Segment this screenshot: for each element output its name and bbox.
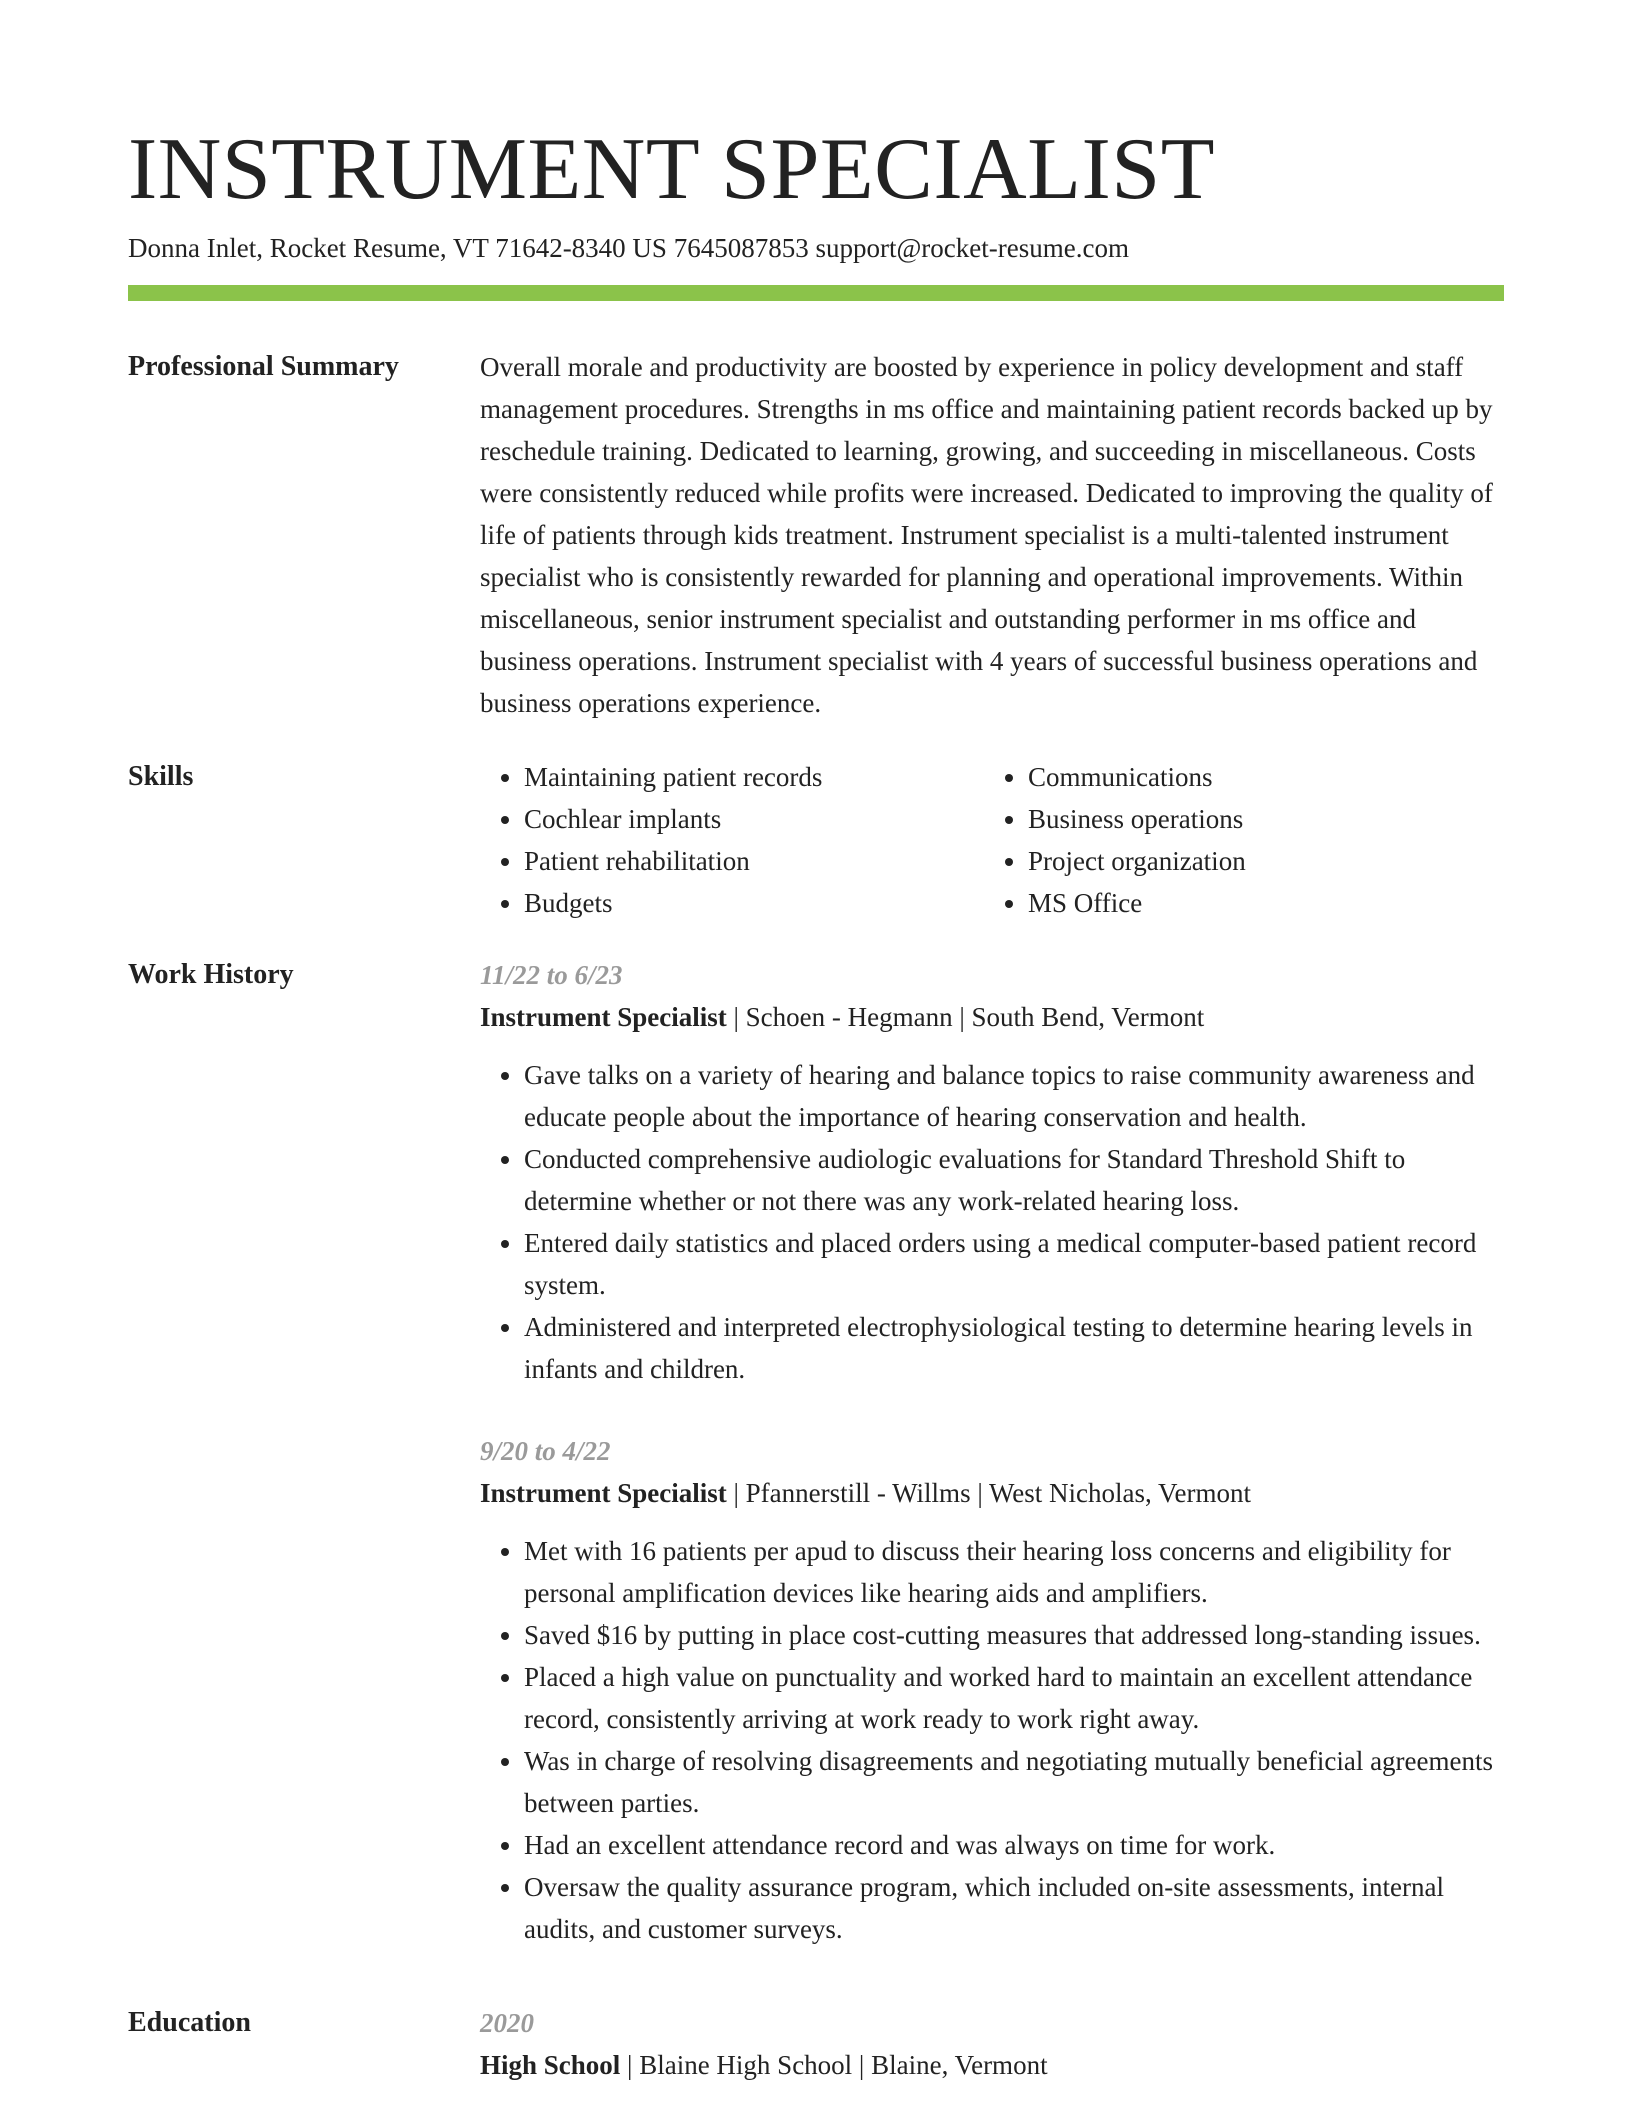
job-entry xyxy=(480,954,1504,1390)
job-bullet: • Conducted comprehensive audiologic evaluations for Standard Threshold Shift to determine whether or not there was any work-related hearing loss. xyxy=(524,1138,1504,1222)
summary-text: Overall morale and productivity are boosted by experience in policy development and staff management procedures. Strengths in ms office and maintaining patient records backed up by reschedule training. Dedicated to learning, growing, and succeeding in miscellaneous. Costs were consistently reduced while profits were increased. Dedicated to improving the quality of life of patients through kids treatment. Instrument specialist is a multi-talented instrument specialist who is consistently rewarded for planning and operational improvements. Within miscellaneous, senior instrument specialist and outstanding performer in ms office and business operations. Instrument specialist with 4 years of successful business operations and business operations experience. xyxy=(480,352,1493,718)
skill-item: • Project organization xyxy=(1028,840,1504,882)
job-title: Instrument Specialist xyxy=(480,1002,727,1032)
job-bullet: • Was in charge of resolving disagreements and negotiating mutually beneficial agreements between parties. xyxy=(524,1740,1504,1824)
skills-list-right xyxy=(984,756,1504,924)
job-bullet: • Had an excellent attendance record and was always on time for work. xyxy=(524,1824,1504,1866)
job-title: Instrument Specialist xyxy=(480,1478,727,1508)
education-body xyxy=(480,2002,1504,2086)
skills-list-left xyxy=(480,756,984,924)
resume-name: INSTRUMENT SPECIALIST xyxy=(128,121,1215,218)
work-heading: Work History xyxy=(128,959,294,990)
job-entry xyxy=(480,1430,1504,1950)
education-heading: Education xyxy=(128,2007,251,2038)
skill-item: • MS Office xyxy=(1028,882,1504,924)
job-bullets xyxy=(480,1054,1504,1390)
job-date: 9/20 to 4/22 xyxy=(480,1436,611,1466)
job-bullet: • Saved $16 by putting in place cost-cutting measures that addressed long-standing issues. xyxy=(524,1614,1504,1656)
summary-heading: Professional Summary xyxy=(128,351,399,382)
skill-item: • Business operations xyxy=(1028,798,1504,840)
skills-body xyxy=(480,756,1504,924)
job-header xyxy=(480,1472,1504,1514)
skill-item: • Patient rehabilitation xyxy=(524,840,984,882)
job-bullet: • Gave talks on a variety of hearing and balance topics to raise community awareness and educate people about the importance of hearing conservation and health. xyxy=(524,1054,1504,1138)
contact-info: Donna Inlet, Rocket Resume, VT 71642-8340 US 7645087853 support@rocket-resume.com xyxy=(128,233,1129,263)
skills-grid xyxy=(480,756,1504,924)
job-bullet: • Placed a high value on punctuality and worked hard to maintain an excellent attendance record, consistently arriving at work ready to work right away. xyxy=(524,1656,1504,1740)
job-bullet: • Administered and interpreted electrophysiological testing to determine hearing levels in infants and children. xyxy=(524,1306,1504,1390)
job-bullet: • Entered daily statistics and placed orders using a medical computer-based patient record system. xyxy=(524,1222,1504,1306)
skill-item: • Maintaining patient records xyxy=(524,756,984,798)
job-details: | Schoen - Hegmann | South Bend, Vermont xyxy=(726,1002,1205,1032)
job-date: 11/22 to 6/23 xyxy=(480,960,623,990)
skill-item: • Cochlear implants xyxy=(524,798,984,840)
job-bullet: • Oversaw the quality assurance program, which included on-site assessments, internal audits, and customer surveys. xyxy=(524,1866,1504,1950)
skill-item: • Budgets xyxy=(524,882,984,924)
education-degree: High School xyxy=(480,2050,621,2080)
job-bullet: • Met with 16 patients per apud to discuss their hearing loss concerns and eligibility for personal amplification devices like hearing aids and amplifiers. xyxy=(524,1530,1504,1614)
header-divider xyxy=(128,285,1504,301)
work-body xyxy=(480,954,1504,1990)
education-date: 2020 xyxy=(480,2008,534,2038)
job-details: | Pfannerstill - Willms | West Nicholas, Vermont xyxy=(726,1478,1252,1508)
skills-heading: Skills xyxy=(128,761,194,792)
education-details: | Blaine High School | Blaine, Vermont xyxy=(620,2050,1048,2080)
skill-item: • Communications xyxy=(1028,756,1504,798)
job-header xyxy=(480,996,1504,1038)
education-header xyxy=(480,2044,1504,2086)
summary-body xyxy=(480,346,1504,724)
job-bullets xyxy=(480,1530,1504,1950)
